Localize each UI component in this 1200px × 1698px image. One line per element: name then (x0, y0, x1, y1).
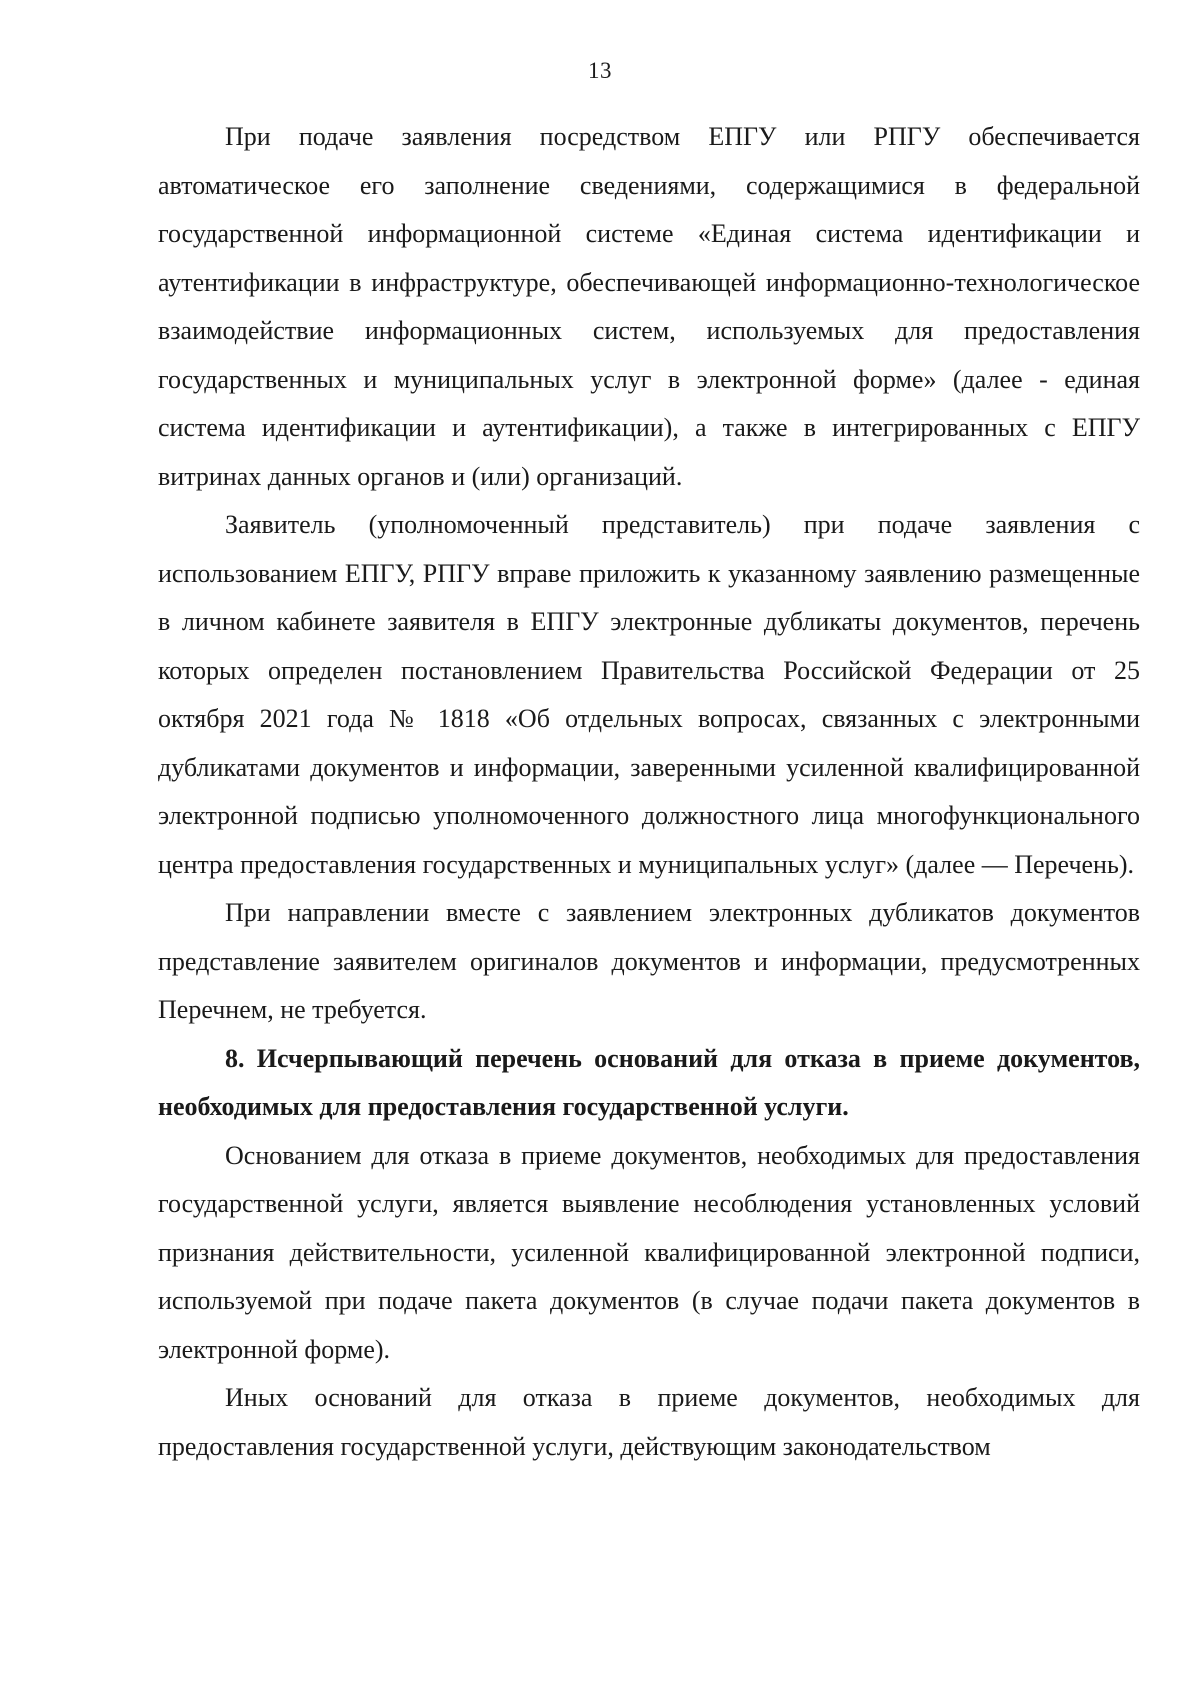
paragraph-originals-not-required: При направлении вместе с заявлением электронных дубликатов документов представление заявителем оригиналов документов и информации, предусмотренных Перечнем, не требуется. (158, 898, 1140, 1024)
paragraph-other-grounds: Иных оснований для отказа в приеме документов, необходимых для предоставления государственной услуги, действующим законодательством (158, 1383, 1140, 1461)
paragraph-applicant-duplicates: Заявитель (уполномоченный представитель) при подаче заявления с использованием ЕПГУ, РПГУ вправе приложить к указанному заявлению размещенные в личном кабинете заявителя в ЕПГУ электронные дубликаты документов, перечень которых определен постановлением Правительства Российской Федерации от 25 октября 2021 года № 1818 «Об отдельных вопросах, связанных с электронными дубликатами документов и информации, заверенными усиленной квалифицированной электронной подписью уполномоченного должностного лица многофункционального центра предоставления государственных и муниципальных услуг» (далее — Перечень). (158, 510, 1140, 879)
paragraph-epgu-autofill: При подаче заявления посредством ЕПГУ или РПГУ обеспечивается автоматическое его заполнение сведениями, содержащимися в федеральной государственной информационной системе «Единая система идентификации и аутентификации в инфраструктуре, обеспечивающей информационно-технологическое взаимодействие информационных систем, используемых для предоставления государственных и муниципальных услуг в электронной форме» (далее - единая система идентификации и аутентификации), а также в интегрированных с ЕПГУ витринах данных органов и (или) организаций. (158, 122, 1140, 491)
document-body (158, 113, 1140, 1471)
paragraph-refusal-grounds: Основанием для отказа в приеме документов, необходимых для предоставления государственной услуги, является выявление несоблюдения установленных условий признания действительности, усиленной квалифицированной электронной подписи, используемой при подаче пакета документов (в случае подачи пакета документов в электронной форме). (158, 1140, 1140, 1364)
section-heading-8: 8. Исчерпывающий перечень оснований для отказа в приеме документов, необходимых для предоставления государственной услуги. (158, 1043, 1140, 1121)
page-number: 13 (588, 58, 612, 83)
